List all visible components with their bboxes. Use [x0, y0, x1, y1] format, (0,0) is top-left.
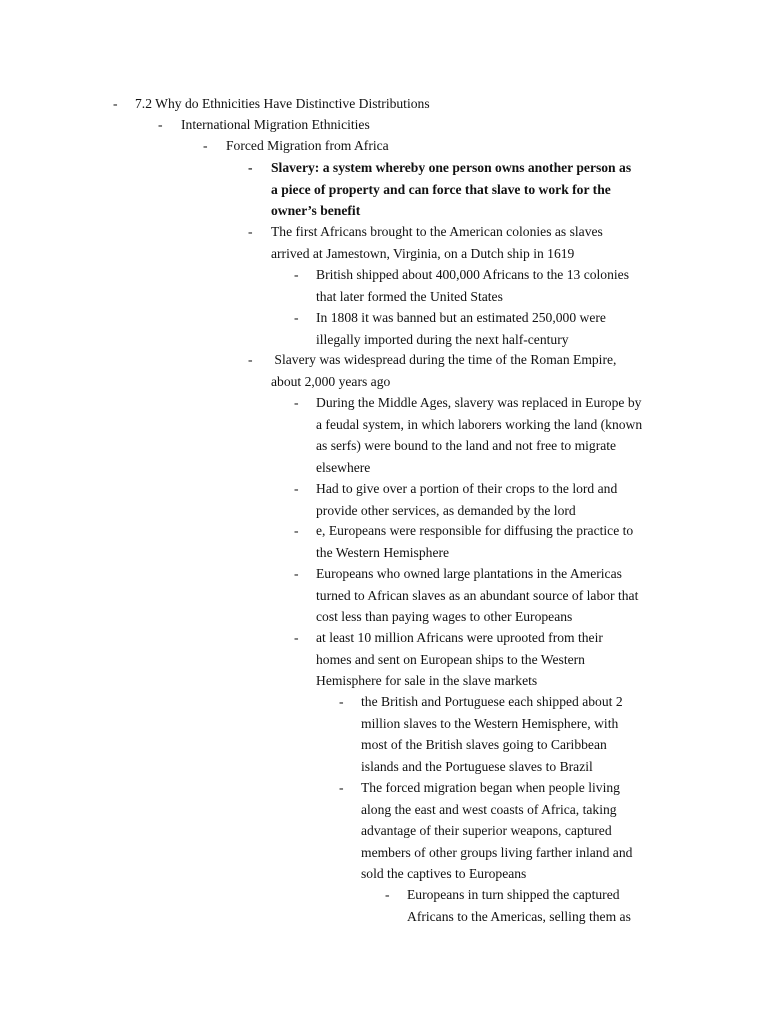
- outline-line: owner’s benefit: [271, 203, 361, 218]
- outline-item: [339, 691, 673, 777]
- outline-item: [294, 520, 680, 563]
- outline-line: elsewhere: [316, 459, 371, 475]
- outline-line: a piece of property and can force that slave to work for the: [271, 181, 611, 197]
- outline-line: Africans to the Americas, selling them as: [407, 908, 631, 924]
- outline-line: advantage of their superior weapons, captured: [361, 823, 612, 838]
- outline-line: members of other groups living farther inland and: [361, 844, 633, 860]
- outline-line: British shipped about 400,000 Africans to the 13 colonies: [316, 267, 629, 282]
- outline-line: provide other services, as demanded by the lord: [316, 502, 576, 518]
- bullet-dash: -: [248, 224, 253, 239]
- outline-item: [294, 307, 680, 350]
- bullet-dash: -: [294, 395, 299, 410]
- outline-line: about 2,000 years ago: [271, 373, 391, 389]
- bullet-dash: -: [113, 96, 118, 111]
- outline-line: sold the captives to Europeans: [361, 866, 527, 881]
- outline-line: cost less than paying wages to other Europeans: [316, 609, 573, 624]
- outline-line: Slavery was widespread during the time of the Roman Empire,: [271, 352, 617, 367]
- outline-line: as serfs) were bound to the land and not free to migrate: [316, 438, 617, 453]
- outline-item: [158, 114, 678, 136]
- bullet-dash: -: [339, 780, 344, 795]
- outline-line: Slavery: a system whereby one person owns another person as: [271, 160, 632, 175]
- bullet-dash: -: [294, 310, 299, 325]
- bullet-dash: -: [339, 694, 344, 709]
- outline-text: Forced Migration from Africa: [226, 138, 389, 153]
- outline-line: e, Europeans were responsible for diffusing the practice to: [316, 523, 634, 538]
- outline-line: Europeans in turn shipped the captured: [407, 887, 620, 902]
- outline-line: the Western Hemisphere: [316, 544, 450, 560]
- bullet-dash: -: [294, 566, 299, 581]
- bullet-dash: -: [294, 481, 299, 496]
- outline-line: that later formed the United States: [316, 288, 503, 304]
- bullet-dash: -: [294, 630, 299, 645]
- outline-line: Had to give over a portion of their crops to the lord and: [316, 481, 618, 496]
- bullet-dash: -: [248, 160, 253, 175]
- bullet-dash: -: [158, 117, 163, 132]
- outline-item: [294, 264, 680, 307]
- outline-item: [203, 135, 678, 157]
- outline-line: turned to African slaves as an abundant source of labor that: [316, 587, 639, 603]
- outline-line: Europeans who owned large plantations in the Americas: [316, 566, 622, 581]
- outline-item: [339, 777, 673, 885]
- bullet-dash: -: [385, 887, 390, 902]
- outline-line: along the east and west coasts of Africa, taking: [361, 801, 617, 817]
- outline-text: 7.2 Why do Ethnicities Have Distinctive Distributions: [135, 96, 430, 111]
- outline-line: a feudal system, in which laborers working the land (known: [316, 416, 643, 432]
- outline-line: most of the British slaves going to Caribbean: [361, 737, 607, 752]
- outline-line: Hemisphere for sale in the slave markets: [316, 673, 538, 688]
- bullet-dash: -: [294, 523, 299, 538]
- outline-line: arrived at Jamestown, Virginia, on a Dutch ship in 1619: [271, 245, 575, 261]
- outline-line: illegally imported during the next half-century: [316, 331, 569, 347]
- outline-line: The forced migration began when people living: [361, 780, 620, 795]
- outline-item: [294, 478, 680, 521]
- outline-item: [248, 349, 680, 392]
- outline-line: homes and sent on European ships to the Western: [316, 651, 585, 667]
- bullet-dash: -: [248, 352, 253, 367]
- outline-line: In 1808 it was banned but an estimated 250,000 were: [316, 310, 606, 325]
- outline-line: the British and Portuguese each shipped about 2: [361, 694, 623, 709]
- bullet-dash: -: [203, 138, 208, 153]
- outline-item: [385, 884, 673, 927]
- outline-line: The first Africans brought to the American colonies as slaves: [271, 224, 603, 239]
- outline-line: islands and the Portuguese slaves to Brazil: [361, 758, 593, 774]
- outline-item-definition: [248, 157, 680, 222]
- outline-line: million slaves to the Western Hemisphere, with: [361, 715, 619, 731]
- outline-item: [294, 627, 680, 692]
- outline-item: [294, 563, 680, 628]
- bullet-dash: -: [294, 267, 299, 282]
- outline-item: [294, 392, 680, 478]
- outline-item-heading: [113, 93, 673, 115]
- outline-line: During the Middle Ages, slavery was replaced in Europe by: [316, 395, 642, 410]
- outline-item: [248, 221, 680, 264]
- outline-text: International Migration Ethnicities: [181, 117, 370, 132]
- outline-line: at least 10 million Africans were uprooted from their: [316, 630, 603, 645]
